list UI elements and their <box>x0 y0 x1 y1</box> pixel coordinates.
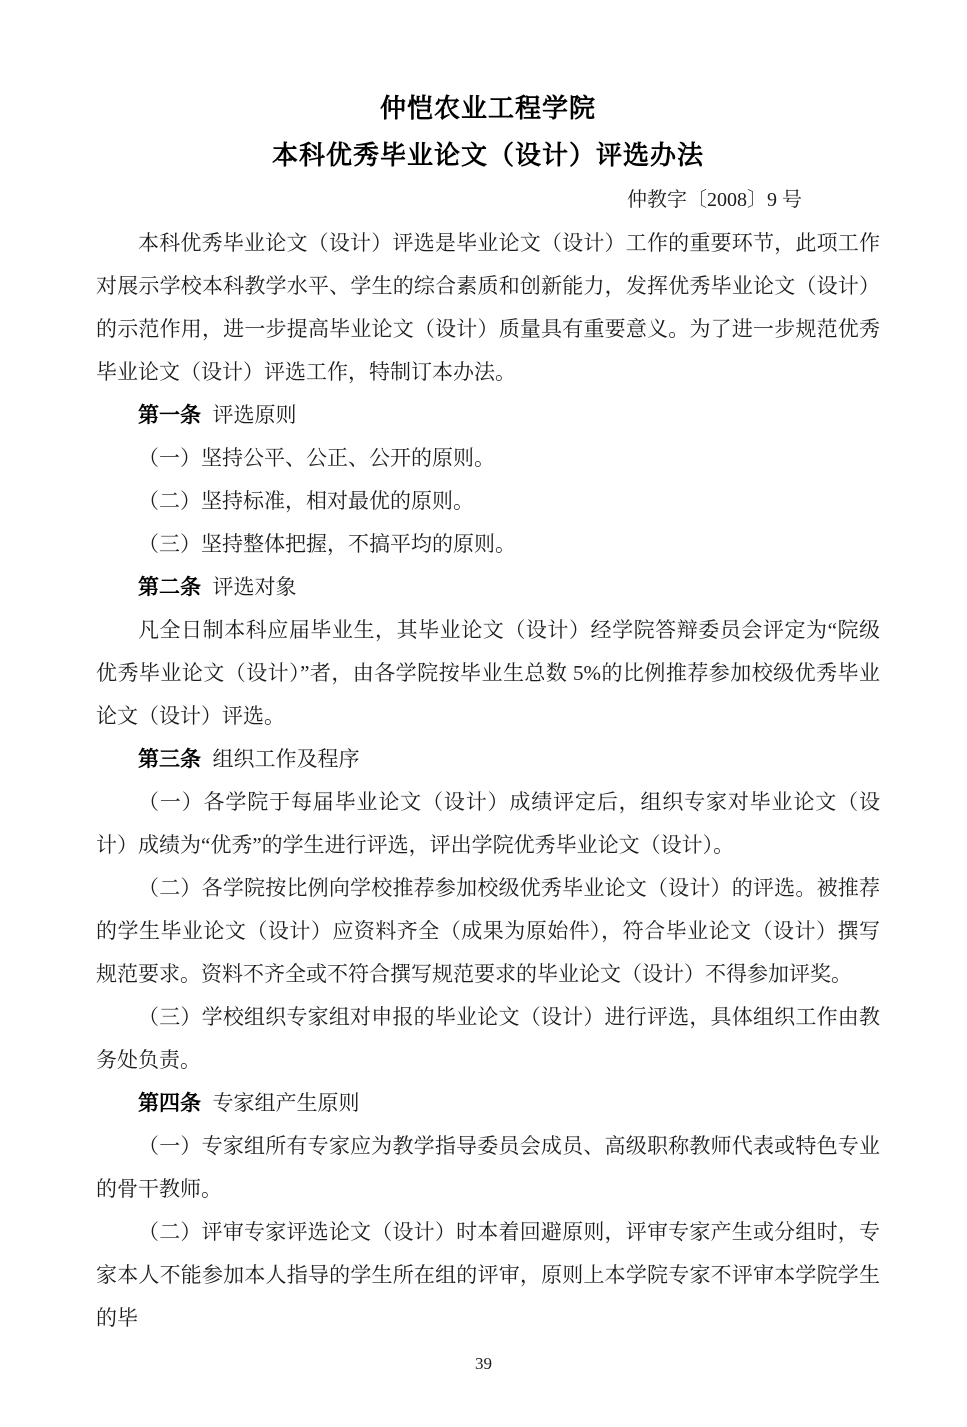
article-paragraph: （三）学校组织专家组对申报的毕业论文（设计）进行评选，具体组织工作由教务处负责。 <box>96 1005 880 1072</box>
article-title: 评选对象 <box>212 575 297 599</box>
article-title: 组织工作及程序 <box>212 747 360 771</box>
article-paragraph: （一）各学院于每届毕业论文（设计）成绩评定后，组织专家对毕业论文（设计）成绩为“优秀”的学生进行评选，评出学院优秀毕业论文（设计）。 <box>96 790 880 857</box>
article-heading <box>96 566 880 609</box>
article-title: 评选原则 <box>212 403 297 427</box>
article-paragraph: （三）坚持整体把握，不搞平均的原则。 <box>138 532 516 556</box>
article-heading <box>96 1082 880 1125</box>
article-heading <box>96 738 880 781</box>
article-number: 第三条 <box>138 748 201 771</box>
article-paragraph: （二）评审专家评选论文（设计）时本着回避原则，评审专家产生或分组时，专家本人不能参加本人指导的学生所在组的评审，原则上本学院专家不评审本学院学生的毕 <box>96 1220 880 1330</box>
document-body <box>96 222 880 1340</box>
page-number: 39 <box>475 1354 492 1373</box>
article-paragraph: （二）坚持标准，相对最优的原则。 <box>138 489 474 513</box>
article-paragraph: （二）各学院按比例向学校推荐参加校级优秀毕业论文（设计）的评选。被推荐的学生毕业论文（设计）应资料齐全（成果为原始件），符合毕业论文（设计）撰写规范要求。资料不齐全或不符合撰写规范要求的毕业论文（设计）不得参加评奖。 <box>96 876 880 986</box>
document-header <box>96 85 880 222</box>
doc-number: 仲教字〔2008〕9 号 <box>627 189 802 211</box>
doc-title-line1: 仲恺农业工程学院 <box>379 93 596 123</box>
article-number: 第一条 <box>138 404 201 427</box>
article-number: 第二条 <box>138 576 201 599</box>
doc-title-line2: 本科优秀毕业论文（设计）评选办法 <box>271 140 704 170</box>
article-paragraph: 凡全日制本科应届毕业生，其毕业论文（设计）经学院答辩委员会评定为“院级优秀毕业论文（设计）”者，由各学院按毕业生总数 5%的比例推荐参加校级优秀毕业论文（设计）评选。 <box>96 618 880 728</box>
intro-paragraph: 本科优秀毕业论文（设计）评选是毕业论文（设计）工作的重要环节，此项工作对展示学校本科教学水平、学生的综合素质和创新能力，发挥优秀毕业论文（设计）的示范作用，进一步提高毕业论文（设计）质量具有重要意义。为了进一步规范优秀毕业论文（设计）评选工作，特制订本办法。 <box>96 231 880 384</box>
article-title: 专家组产生原则 <box>212 1091 360 1115</box>
article-heading <box>96 394 880 437</box>
article-number: 第四条 <box>138 1092 201 1115</box>
article-paragraph: （一）专家组所有专家应为教学指导委员会成员、高级职称教师代表或特色专业的骨干教师。 <box>96 1134 880 1201</box>
article-paragraph: （一）坚持公平、公正、公开的原则。 <box>138 446 495 470</box>
